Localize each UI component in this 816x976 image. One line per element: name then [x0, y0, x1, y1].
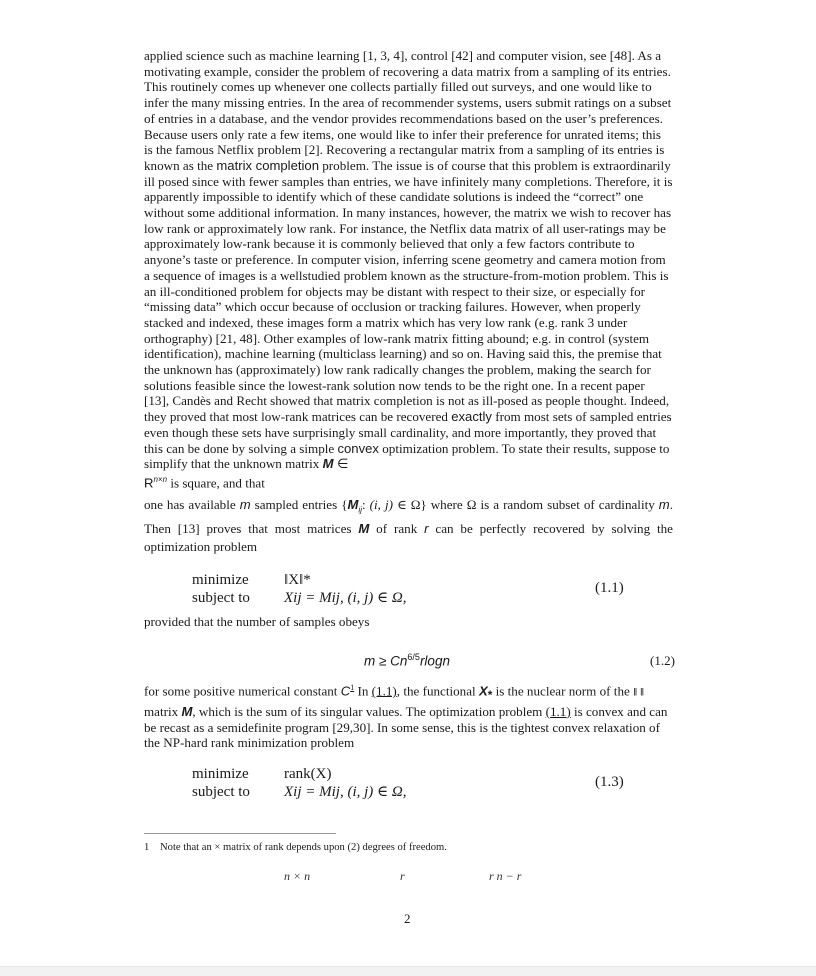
- footnote-number: 1: [144, 842, 150, 853]
- math-m: m: [239, 497, 251, 512]
- stray-math-nxn: n × n: [284, 869, 311, 883]
- text-run: , which is the sum of its singular values. The optimization problem: [192, 703, 546, 719]
- text-run: :: [361, 497, 370, 512]
- text-run: for some positive numerical constant: [144, 683, 341, 699]
- math-R: R: [144, 475, 154, 491]
- equation-link[interactable]: (1.1): [545, 703, 571, 719]
- text-run: In: [354, 683, 372, 699]
- paragraph-2: [144, 496, 673, 556]
- text-run: problem. The issue is of course that this problem is extraordinarily ill posed since with fewer samples than entries, we have infinitely many completions. Therefore, it is apparently impossible to identify which of these candidate solutions is indeed the “correct” one without some additional information. In many instances, however, the matrix we wish to recover has low rank or approximately low rank. For instance, the Netflix data matrix of all user-ratings may be approximately low-rank because it is commonly believed that only a few factors contribute to anyone’s taste or preference. In computer vision, inferring scene geometry and camera motion from a sequence of images is a wellstudied problem known as the structure-from-motion problem. This is an ill-conditioned problem for objects may be distant with respect to their size, or especially for “missing data” which occur because of occlusion or tracking failures. However, when properly stacked and indexed, these images form a matrix which has very low rank (e.g. rank 3 under orthography) [21, 48]. Other examples of low-rank matrix fitting abound; e.g. in control (system identification), machine learning (multiclass learning) and so on. Having said this, the premise that the unknown has (approximately) low rank radically changes the problem, making the search for solutions feasible since the lowest-rank solution now tends to be the right one. In a recent paper [13], Candès and Recht showed that matrix completion is not as ill-posed as people thought. Indeed, they proved that most low-rank matrices can be recovered: [144, 157, 673, 425]
- stray-math-r-n-minus-r: r n − r: [489, 869, 522, 883]
- eq-constraint: Xij = Mij, (i, j) ∈ Ω,: [284, 590, 407, 606]
- math-r: r: [424, 520, 429, 536]
- equation-1-2: [364, 652, 450, 669]
- footnote-divider: [144, 833, 336, 834]
- text-run: sampled entries {: [250, 497, 348, 512]
- paragraph-4: [144, 680, 673, 751]
- footnote-text: Note that an × matrix of rank depends upon (2) degrees of freedom.: [160, 842, 447, 853]
- eq-label: (1.3): [595, 774, 624, 790]
- text-run: is square, and that: [167, 475, 265, 491]
- math-M: M: [322, 456, 334, 472]
- text-run: of rank: [369, 520, 425, 536]
- footnote-ref[interactable]: 1: [350, 683, 355, 692]
- text-run: . Then [13] proves that most matrices: [144, 497, 673, 536]
- math-star: *: [487, 687, 493, 702]
- eq-keyword-minimize: minimize: [192, 766, 249, 782]
- math-superscript: n×n: [153, 474, 168, 484]
- text-run: from most sets of sampled entries even though these sets have surprisingly small cardinality, and more importantly, they proved that this can be done by solving a simple: [144, 409, 672, 456]
- text-run: applied science such as machine learning [1, 3, 4], control [42] and computer vision, see [48]. As a motivating example, consider the problem of recovering a data matrix from a sampling of its entries. This routinely comes up whenever one collects partially filled out surveys, and one would like to infer the many missing entries. In the area of recommender systems, users submit ratings on a subset of entries in a database, and the vendor provides recommendations based on the user’s preferences. Because users only rate a few items, one would like to infer their preference for unrated items; this is the famous Netflix problem [2]. Recovering a rectangular matrix from a sampling of its entries is known as the: [144, 48, 672, 173]
- eq-constraint: Xij = Mij, (i, j) ∈ Ω,: [284, 784, 407, 800]
- eq-keyword-subject-to: subject to: [192, 784, 250, 800]
- math-M: M: [358, 520, 370, 536]
- eq-label: (1.2): [650, 653, 675, 668]
- math-M: M: [181, 703, 193, 719]
- math-index: (i, j): [369, 497, 393, 512]
- eq-label: (1.1): [595, 580, 624, 596]
- stray-math-r: r: [400, 869, 405, 883]
- eq-lhs: m ≥ Cn: [364, 653, 408, 669]
- eq-exponent: 6/5: [407, 652, 420, 662]
- math-M: M: [347, 497, 359, 512]
- math-subscript: ij: [358, 505, 362, 515]
- term-convex: convex: [337, 440, 379, 456]
- text-run: matrix: [144, 703, 182, 719]
- term-matrix-completion: matrix completion: [216, 157, 319, 173]
- text-run: is the nuclear norm of the: [492, 683, 634, 699]
- text-run: , the functional: [396, 683, 479, 699]
- footnote: [144, 842, 447, 853]
- math-C: C: [340, 683, 351, 699]
- text-run: optimization problem. To state their results, suppose to simplify that the unknown matrix: [144, 440, 670, 472]
- equation-link[interactable]: (1.1): [371, 683, 397, 699]
- text-run: is convex and can be recast as a semidefinite program [29,30]. In some sense, this is the tightest convex relaxation of the NP-hard rank minimization problem: [144, 703, 668, 751]
- term-exactly: exactly: [451, 409, 492, 425]
- math-X: X: [478, 683, 488, 699]
- paragraph-3: provided that the number of samples obeys: [144, 614, 370, 629]
- math-norm: ‖ ‖: [633, 687, 645, 699]
- text-run: ∈ Ω} where Ω is a random subset of cardinality: [392, 497, 659, 512]
- text-run: can be perfectly recovered by solving the optimization problem: [144, 520, 673, 554]
- page-number: 2: [404, 911, 411, 926]
- eq-objective: rank(X): [284, 766, 332, 782]
- eq-keyword-subject-to: subject to: [192, 590, 250, 606]
- eq-rhs: rlogn: [419, 653, 450, 669]
- text-run: one has available: [144, 497, 240, 512]
- eq-objective: ‖X‖*: [284, 572, 311, 588]
- eq-keyword-minimize: minimize: [192, 572, 249, 588]
- paragraph-1: [144, 48, 673, 491]
- math-m: m: [658, 497, 670, 512]
- text-run: ∈: [333, 456, 349, 472]
